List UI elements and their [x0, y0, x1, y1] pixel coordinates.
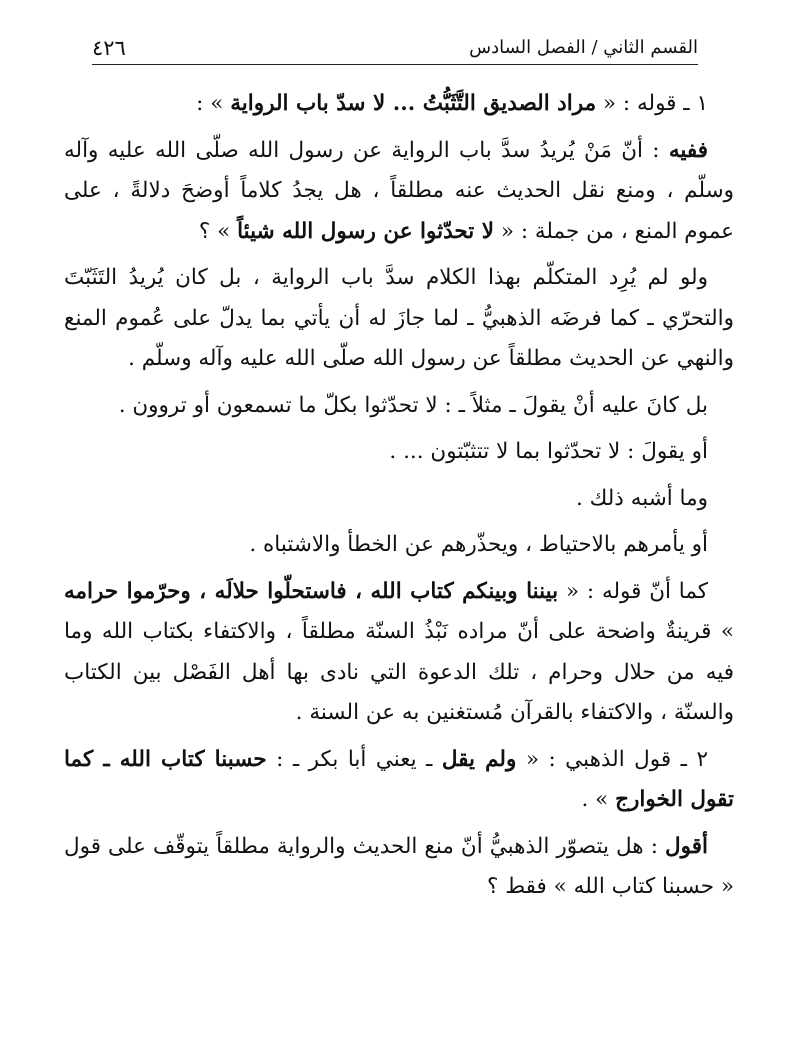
quote-bold: مراد الصديق التَّثَبُّتُ ... لا سدّ باب الرواية: [230, 91, 597, 116]
paragraph-5: أو يقولَ : لا تحدّثوا بما لا تتثبّتون ... .: [389, 439, 708, 464]
page-body: [64, 84, 734, 914]
paragraph-8: كما أنّ قوله : « بيننا وبينكم كتاب الله ، فاستحلّوا حلالَه ، وحرّموا حرامه » قرينةٌ واضحة على أنّ مراده نَبْذُ السنّة مطلقاً ، والاكتفاء بكتاب الله وما فيه من حلال وحرام ، تلك الدعوة التي نادى بها أهل الفَصْل بين الكتاب والسنّة ، والاكتفاء بالقرآن مُستغنين به عن السنة .: [64, 578, 734, 725]
running-head: القسم الثاني / الفصل السادس: [469, 37, 698, 58]
page-header: [92, 30, 698, 65]
lead-word: ففيه: [668, 137, 708, 163]
paragraph-7: أو يأمرهم بالاحتياط ، ويحذّرهم عن الخطأ والاشتباه .: [249, 532, 708, 557]
paragraph-6: وما أشبه ذلك .: [575, 485, 708, 511]
paragraph-2: ففيه : أنّ مَنْ يُريدُ سدَّ باب الرواية عن رسول الله صلّى الله عليه وآله وسلّم ، ومنع نقل الحديث عنه مطلقاً ، هل يجدُ كلاماً أوضحَ دلالةً ، على عموم المنع ، من جملة : « لا تحدّثوا عن رسول الله شيئاً » ؟: [64, 137, 734, 244]
quote-bold: لا تحدّثوا عن رسول الله شيئاً: [237, 218, 494, 244]
page-number: ٤٢٦: [92, 36, 126, 60]
quote-bold: حسبنا كتاب الله ـ كما تقول الخوارج: [64, 746, 734, 812]
paragraph-10: أقول : هل يتصوّر الذهبيُّ أنّ منع الحديث والرواية مطلقاً يتوقّف على قول « حسبنا كتاب الله » فقط ؟: [64, 833, 734, 899]
quote-bold: بيننا وبينكم كتاب الله ، فاستحلّوا حلالَه ، وحرّموا حرامه: [64, 578, 559, 604]
paragraph-9: ٢ ـ قول الذهبي : « ولم يقل ـ يعني أبا بكر ـ : حسبنا كتاب الله ـ كما تقول الخوارج » .: [64, 746, 734, 812]
paragraph-4: بل كانَ عليه أنْ يقولَ ـ مثلاً ـ : لا تحدّثوا بكلّ ما تسمعون أو تروون .: [118, 392, 708, 418]
paragraph-1: ١ ـ قوله : « مراد الصديق التَّثَبُّتُ ... لا سدّ باب الرواية » :: [196, 91, 708, 116]
lead-word: أقول: [665, 833, 708, 859]
quote-bold: ولم يقل: [441, 746, 517, 772]
paragraph-3: ولو لم يُرِد المتكلّم بهذا الكلام سدَّ باب الرواية ، بل كان يُريدُ التَثَبّتَ والتحرّي ـ كما فرضَه الذهبيُّ ـ لما جازَ له أن يأتي بما يدلّ على عُموم المنع والنهي عن الحديث مطلقاً عن رسول الله صلّى الله عليه وآله وسلّم .: [64, 265, 734, 371]
